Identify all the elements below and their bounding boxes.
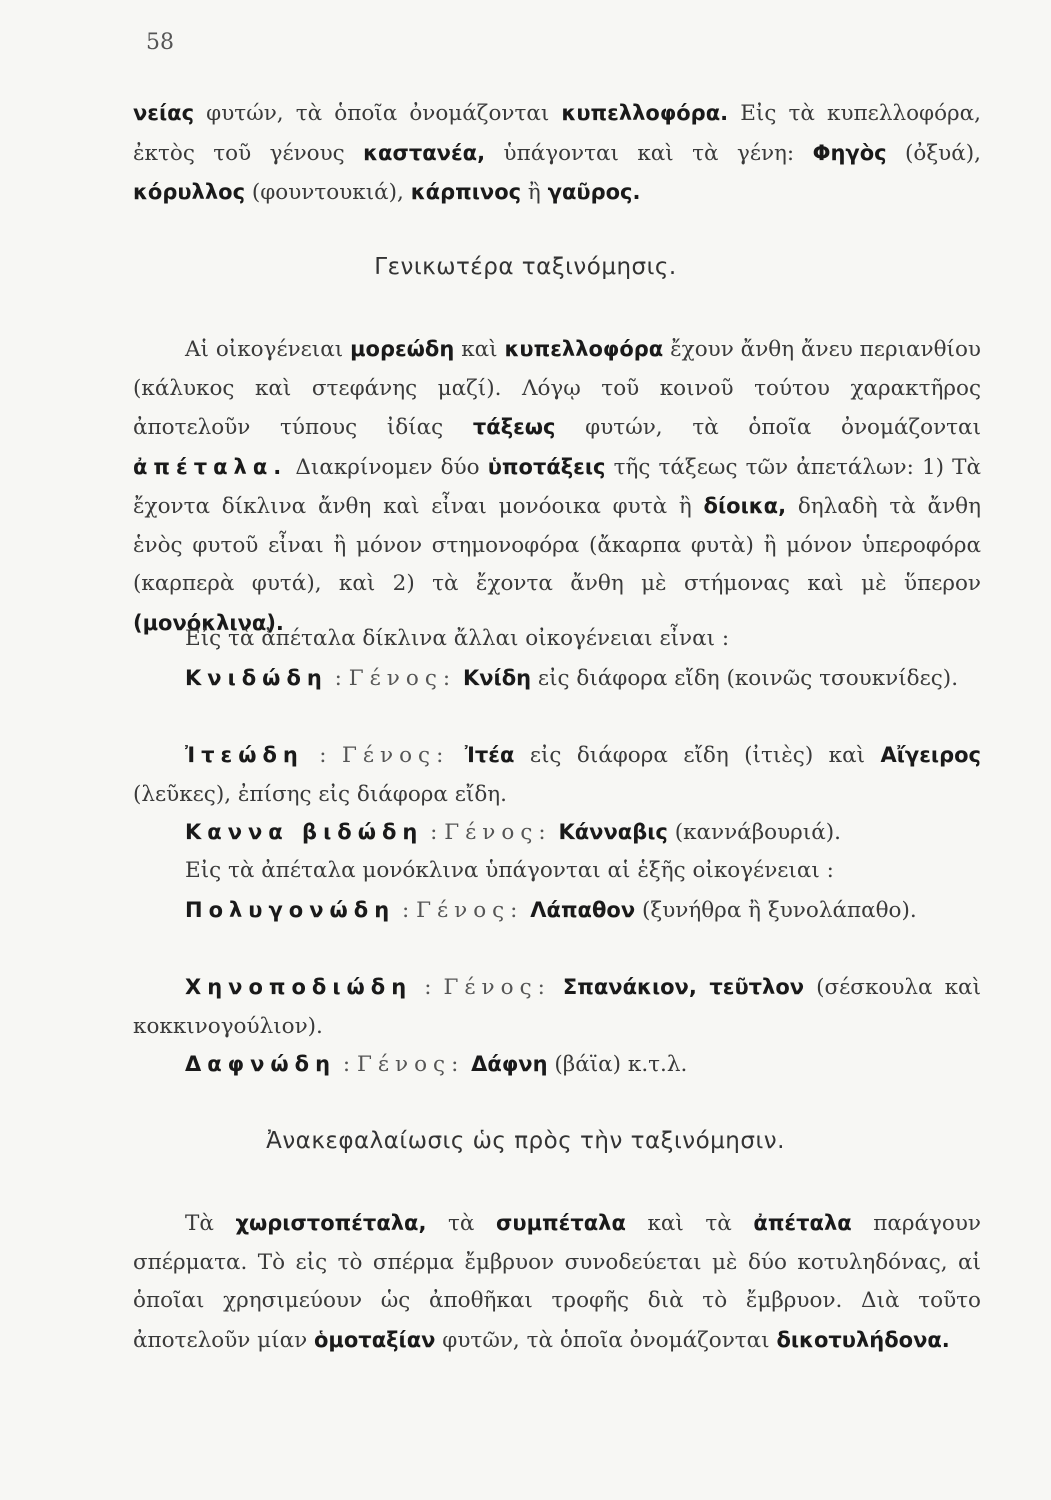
genus-name: Δάφνη	[471, 1052, 548, 1076]
term: ὁμοταξίαν	[314, 1327, 436, 1352]
genus-name: Λάπαθον	[530, 898, 636, 922]
term: ἀπέταλα.	[133, 454, 288, 479]
family-entry: Καννα βιδώδη : Γένος: Κάνναβις (καννάβουριά).	[185, 820, 841, 845]
text: Διακρίνομεν δύο	[287, 454, 488, 480]
text: εἰς διάφορα εἴδη (ἰτιὲς) καὶ	[514, 743, 881, 768]
text: τῆς τάξεως τῶν ἀπετάλων: 1) Τὰ ἔχοντα δίκλινα ἄνθη καὶ εἶναι μονόοικα φυτὰ ἢ	[133, 454, 981, 519]
term: μορεώδη	[350, 337, 455, 361]
family-name: Κνιδώδη	[185, 666, 328, 690]
term: δικοτυλήδονα.	[776, 1327, 950, 1352]
genus-name: Κνίδη	[462, 666, 532, 690]
text: καὶ τὰ	[625, 1211, 754, 1236]
text: Αἱ οἰκογένειαι	[185, 337, 351, 362]
list-intro-1: Εἰς τὰ ἀπέταλα δίκλινα ἄλλαι οἰκογένειαι εἶναι :	[185, 626, 730, 651]
term: (μονόκλινα).	[133, 610, 284, 635]
text: (ὀξυά),	[886, 140, 981, 166]
genus-label: Γένος:	[444, 820, 552, 845]
term: γαῦρος.	[547, 180, 641, 204]
text: (καννάβουριά).	[667, 820, 841, 845]
family-name: Καννα βιδώδη	[185, 820, 424, 844]
family-entry: Χηνοποδιώδη : Γένος: Σπανάκιον, τεῦτλον (σέσκουλα καὶ κοκκινογούλιον).	[133, 975, 981, 1039]
genus-name: Ἰτέα	[464, 743, 515, 767]
text: (φουντουκιά),	[245, 180, 411, 205]
genus-label: Γένος:	[443, 975, 551, 1000]
text: φυτών, τὰ ὁποῖα ὀνομάζονται	[555, 415, 981, 440]
term: Φηγὸς	[812, 140, 887, 165]
term: τάξεως	[472, 415, 556, 439]
summary-paragraph	[133, 1204, 981, 1360]
text: ἢ	[521, 180, 548, 205]
term: συμπέταλα	[496, 1211, 626, 1235]
family-name: Ἰτεώδη	[185, 743, 304, 767]
term: κυπελλοφόρα	[504, 337, 664, 361]
text: (λεῦκες), ἐπίσης εἰς διάφορα εἴδη.	[133, 781, 507, 807]
text: (σέσκουλα καὶ κοκκινογούλιον).	[133, 975, 981, 1039]
genus-name: Κάνναβις	[558, 820, 668, 844]
intro-paragraph	[133, 94, 981, 213]
term: κόρυλλος	[133, 180, 246, 204]
family-name: Πολυγονώδη	[185, 898, 396, 922]
text: τὰ	[426, 1211, 497, 1236]
text: καὶ	[454, 337, 505, 362]
list-intro-2: Εἰς τὰ ἀπέταλα μονόκλινα ὑπάγονται αἱ ἑξῆς οἰκογένειαι :	[185, 858, 834, 883]
term: ὑποτάξεις	[487, 454, 606, 479]
text: φυτῶν, τὰ ὁποῖα ὀνομάζονται	[435, 1327, 777, 1353]
text: (βάϊα) κ.τ.λ.	[547, 1052, 688, 1077]
term: δίοικα,	[703, 494, 787, 518]
text: ἔχουν ἄνθη ἄνευ περιανθίου (κάλυκος καὶ στεφάνης μαζί). Λόγῳ τοῦ κοινοῦ τούτου χαρακτῆρος ἀποτελοῦν τύπους ἰδίας	[133, 337, 981, 440]
text: φυτών, τὰ ὁποῖα ὀνομάζονται	[194, 101, 562, 126]
term: κυπελλοφόρα.	[561, 101, 729, 125]
family-name: Δαφνώδη	[185, 1052, 337, 1076]
text: Τὰ	[185, 1211, 236, 1236]
family-entry: Δαφνώδη : Γένος: Δάφνη (βάϊα) κ.τ.λ.	[185, 1052, 688, 1077]
text: Εἰς τὰ κυπελλοφόρα, ἐκτὸς τοῦ γένους	[133, 101, 982, 166]
genus-label: Γένος:	[356, 1052, 465, 1077]
text: δηλαδὴ τὰ ἄνθη ἑνὸς φυτοῦ εἶναι ἢ μόνον στημονοφόρα (ἄκαρπα φυτὰ) ἢ μόνον ὑπεροφόρα (καρπερὰ φυτά), καὶ 2) τὰ ἔχοντα ἄνθη μὲ στήμονας καὶ μὲ ὕπερον	[133, 494, 981, 596]
term: καστανέα,	[363, 140, 486, 165]
family-entry: Ἰτεώδη : Γένος: Ἰτέα εἰς διάφορα εἴδη (ἰτιὲς) καὶ Αἴγειρος (λεῦκες), ἐπίσης εἰς διάφορα εἴδη.	[133, 743, 981, 807]
family-name: Χηνοποδιώδη	[185, 975, 413, 999]
text: ὑπάγονται καὶ τὰ γένη:	[485, 140, 813, 166]
family-entry: Πολυγονώδη : Γένος: Λάπαθον (ξυνήθρα ἢ ξυνολάπαθο).	[185, 898, 917, 923]
classification-paragraph	[133, 330, 981, 643]
term: κάρπινος	[410, 180, 522, 204]
text: παράγουν σπέρματα. Τὸ εἰς τὸ σπέρμα ἔμβρυον συνοδεύεται μὲ δύο κοτυληδόνας, αἱ ὁποῖαι χρησιμεύουν ὡς ἀποθῆκαι τροφῆς διὰ τὸ ἔμβρυον. Διὰ τοῦτο ἀποτελοῦν μίαν	[133, 1211, 981, 1353]
genus-label: Γένος:	[416, 898, 524, 923]
page-number: 58	[146, 30, 174, 55]
genus-label: Γένος:	[341, 743, 450, 768]
term: χωριστοπέταλα,	[235, 1211, 427, 1235]
text: (ξυνήθρα ἢ ξυνολάπαθο).	[635, 898, 917, 923]
section-heading: Γενικωτέρα ταξινόμησις.	[374, 254, 677, 280]
genus-name: Σπανάκιον, τεῦτλον	[562, 975, 805, 999]
section-heading: Ἀνακεφαλαίωσις ὡς πρὸς τὴν ταξινόμησιν.	[266, 1128, 785, 1154]
text: εἰς διάφορα εἴδη (κοινῶς τσουκνίδες).	[531, 666, 959, 691]
term: ἀπέταλα	[753, 1211, 852, 1235]
term: νείας	[133, 101, 195, 125]
genus-label: Γένος:	[348, 666, 457, 691]
family-entry: Κνιδώδη : Γένος: Κνίδη εἰς διάφορα εἴδη (κοινῶς τσουκνίδες).	[185, 666, 959, 691]
genus-name: Αἴγειρος	[880, 743, 981, 767]
